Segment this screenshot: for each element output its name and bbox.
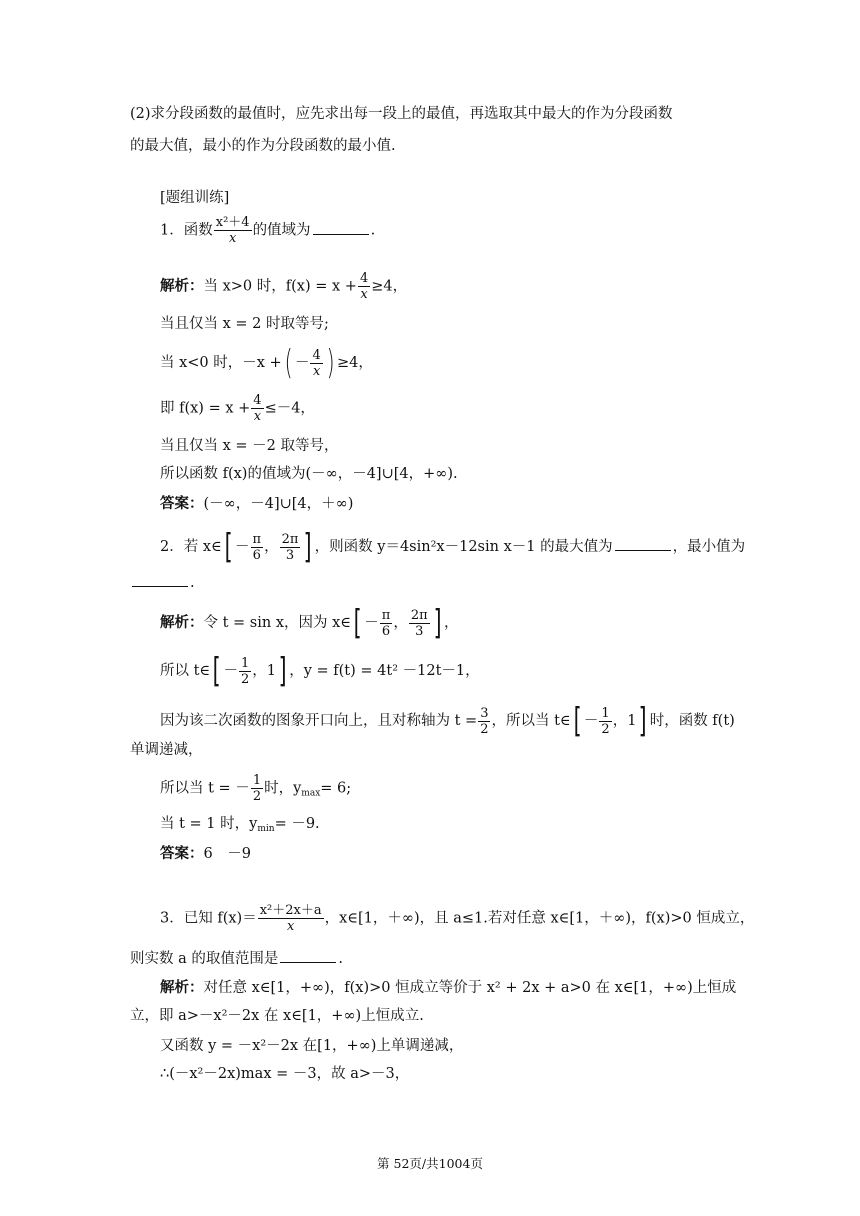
fraction: $\frac{\text{x²＋4}}{x}$ <box>215 215 250 246</box>
problem-1-analysis-line-4: 即 f(x) = x + $\frac{4}{x}$ ≤－4， <box>160 393 315 424</box>
problem-3-analysis-line-4: ∴(－x²－2x)max = －3，故 a>－3， <box>160 1066 410 1082</box>
problem-1-analysis-line-5: 当且仅当 x = －2 取等号， <box>160 438 339 454</box>
problem-2-analysis-line-3: 因为该二次函数的图象开口向上，且对称轴为 t = $\frac{3}{2}$ ，所以当 t∈[ － $\frac{1}{2}$ ，1] 时，函数 f(t) <box>160 701 735 741</box>
problem-2-analysis-line-1: 解析：令 t = sin x，因为 x∈[ － $\frac{\pi}{6}$ ， $\frac{2\pi}{3}$ ] ， <box>160 603 459 643</box>
problem-1-answer: 答案：(－∞，－4]∪[4，＋∞) <box>160 496 354 512</box>
problem-1-question: 1．函数 $\frac{\text{x²＋4}}{x}$ 的值域为 . <box>160 215 376 246</box>
summary-line-1: (2)求分段函数的最值时，应先求出每一段上的最值，再选取其中最大的作为分段函数 <box>130 106 673 122</box>
problem-2-answer: 答案：6 －9 <box>160 846 251 862</box>
problem-2-analysis-line-4: 单调递减， <box>130 742 203 758</box>
problem-1-analysis-line-3: 当 x<0 时，－x +( － $\frac{4}{x}$ ) ≥4， <box>160 343 373 383</box>
problem-2-question: 2．若 x∈[ － $\frac{\pi}{6}$ ， $\frac{2\pi}{3}$ ] ，则函数 y＝4sin²x－12sin x－1 的最大值为 ，最小值为 <box>160 527 746 567</box>
problem-3-analysis-line-1: 解析：对任意 x∈[1，+∞)，f(x)>0 恒成立等价于 x² + 2x + a>0 在 x∈[1，+∞)上恒成 <box>160 980 737 996</box>
problem-1-analysis-line-2: 当且仅当 x = 2 时取等号; <box>160 316 329 332</box>
problem-2-analysis-line-5: 所以当 t = － $\frac{1}{2}$ 时，$y_{max}= 6$; <box>160 773 352 804</box>
problem-2-analysis-line-6: 当 t = 1 时，$y_{min}= -9$. <box>160 816 320 834</box>
problem-3-analysis-line-3: 又函数 y = －x²－2x 在[1，+∞)上单调递减， <box>160 1038 464 1054</box>
problem-1-analysis-line-1: 解析：当 x>0 时，f(x) = x + $\frac{4}{x}$ ≥4， <box>160 271 408 302</box>
problem-3-question-line-2: 则实数 a 的取值范围是 . <box>130 948 343 969</box>
problem-1-analysis-line-6: 所以函数 f(x)的值域为(－∞，－4]∪[4，+∞). <box>160 466 458 482</box>
section-title: [题组训练] <box>160 190 230 206</box>
problem-3-question: 3．已知 f(x)＝ $\frac{\text{x²＋2x＋a}}{x}$ ，x∈[1，＋∞)，且 a≤1.若对任意 x∈[1，＋∞)，f(x)>0 恒成立， <box>160 903 755 934</box>
problem-2-blank: . <box>130 572 195 593</box>
summary-line-2: 的最大值，最小的作为分段函数的最小值. <box>130 138 396 154</box>
page-number: 第 52页/共1004页 <box>377 1156 483 1171</box>
problem-2-analysis-line-2: 所以 t∈[ － $\frac{1}{2}$ ，1] ，y = f(t) = 4t² －12t－1， <box>160 651 480 691</box>
problem-3-analysis-line-2: 立，即 a>－x²－2x 在 x∈[1，+∞)上恒成立. <box>130 1008 424 1024</box>
